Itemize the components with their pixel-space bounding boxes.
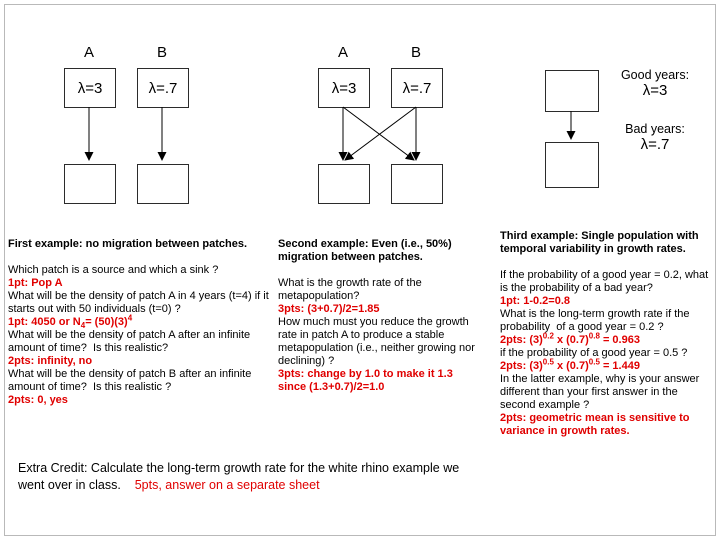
- bad-years-label: Bad years:: [625, 122, 685, 136]
- bad-years-lambda: λ=.7: [640, 136, 670, 153]
- answer-text: 2pts: geometric mean is sensitive to variance in growth rates.: [500, 412, 693, 437]
- answer-text: 1pt: Pop A: [8, 277, 63, 289]
- left-patch-b-label: B: [156, 44, 167, 61]
- answer-text: 2pts: infinity, no: [8, 355, 93, 367]
- spacer: [278, 264, 478, 277]
- good-years-label: Good years:: [620, 68, 690, 82]
- spacer: [8, 251, 270, 264]
- left-patch-a-label: A: [83, 44, 94, 61]
- left-patch-b-box: λ=.7: [137, 68, 189, 108]
- example-column-2: [278, 238, 478, 394]
- answer-text: 1pt: 1-0.2=0.8: [500, 295, 571, 307]
- example-column-1: [8, 238, 270, 407]
- spacer: [500, 256, 713, 269]
- question-text: If the probability of a good year = 0.2, what is the probability of a bad year?: [500, 269, 712, 294]
- answer-text: 2pts: $(3)^{0.2}$ x $(0.7)^{0.8} = 0.963$: [500, 331, 640, 346]
- middle-arrow-a-to-b: [343, 107, 414, 160]
- question-text: What is the growth rate of the metapopulation?: [278, 277, 425, 302]
- example-column-3: [500, 230, 713, 438]
- example-heading: First example: no migration between patches.: [8, 238, 247, 250]
- middle-patch-b-box: λ=.7: [391, 68, 443, 108]
- question-text: if the probability of a good year = 0.5 ?: [500, 347, 688, 359]
- question-text: What will be the density of patch B after an infinite amount of time? Is this realistic ?: [8, 368, 255, 393]
- middle-arrow-b-to-a: [345, 107, 416, 160]
- extra-credit: Extra Credit: Calculate the long-term growth rate for the white rhino example we went over in class. 5pts, answer on a separate sheet: [18, 461, 463, 492]
- migration-arrows: [0, 0, 720, 230]
- example-heading: Second example: Even (i.e., 50%) migration between patches.: [278, 238, 455, 263]
- question-text: What is the long-term growth rate if the probability of a good year = 0.2 ?: [500, 308, 693, 333]
- question-text: How much must you reduce the growth rate in patch A to produce a stable metapopulation (i.e., neither growing nor declining) ?: [278, 316, 478, 367]
- answer-text: 2pts: 0, yes: [8, 394, 68, 406]
- answer-text: 3pts: (3+0.7)/2=1.85: [278, 303, 380, 315]
- question-text: What will be the density of patch A in 4 years (t=4) if it starts out with 50 individuals (t=0) ?: [8, 290, 272, 315]
- middle-patch-b-label: B: [410, 44, 421, 61]
- middle-patch-a-label: A: [337, 44, 348, 61]
- question-text: Which patch is a source and which a sink ?: [8, 264, 219, 276]
- example-heading: Third example: Single population with temporal variability in growth rates.: [500, 230, 702, 255]
- middle-patch-a-box: λ=3: [318, 68, 370, 108]
- left-patch-a-box: λ=3: [64, 68, 116, 108]
- good-years-lambda: λ=3: [642, 82, 668, 99]
- answer-text: 2pts: $(3)^{0.5}$ x $(0.7)^{0.5} = 1.449$: [500, 357, 640, 372]
- question-text: In the latter example, why is your answer different than your first answer in the second example ?: [500, 373, 703, 411]
- answer-text: 3pts: change by 1.0 to make it 1.3 since (1.3+0.7)/2=1.0: [278, 368, 456, 393]
- answer-text: 1pt: 4050 or $N_4= (50)(3)^4$: [8, 313, 133, 331]
- question-text: What will be the density of patch A after an infinite amount of time? Is this realistic?: [8, 329, 254, 354]
